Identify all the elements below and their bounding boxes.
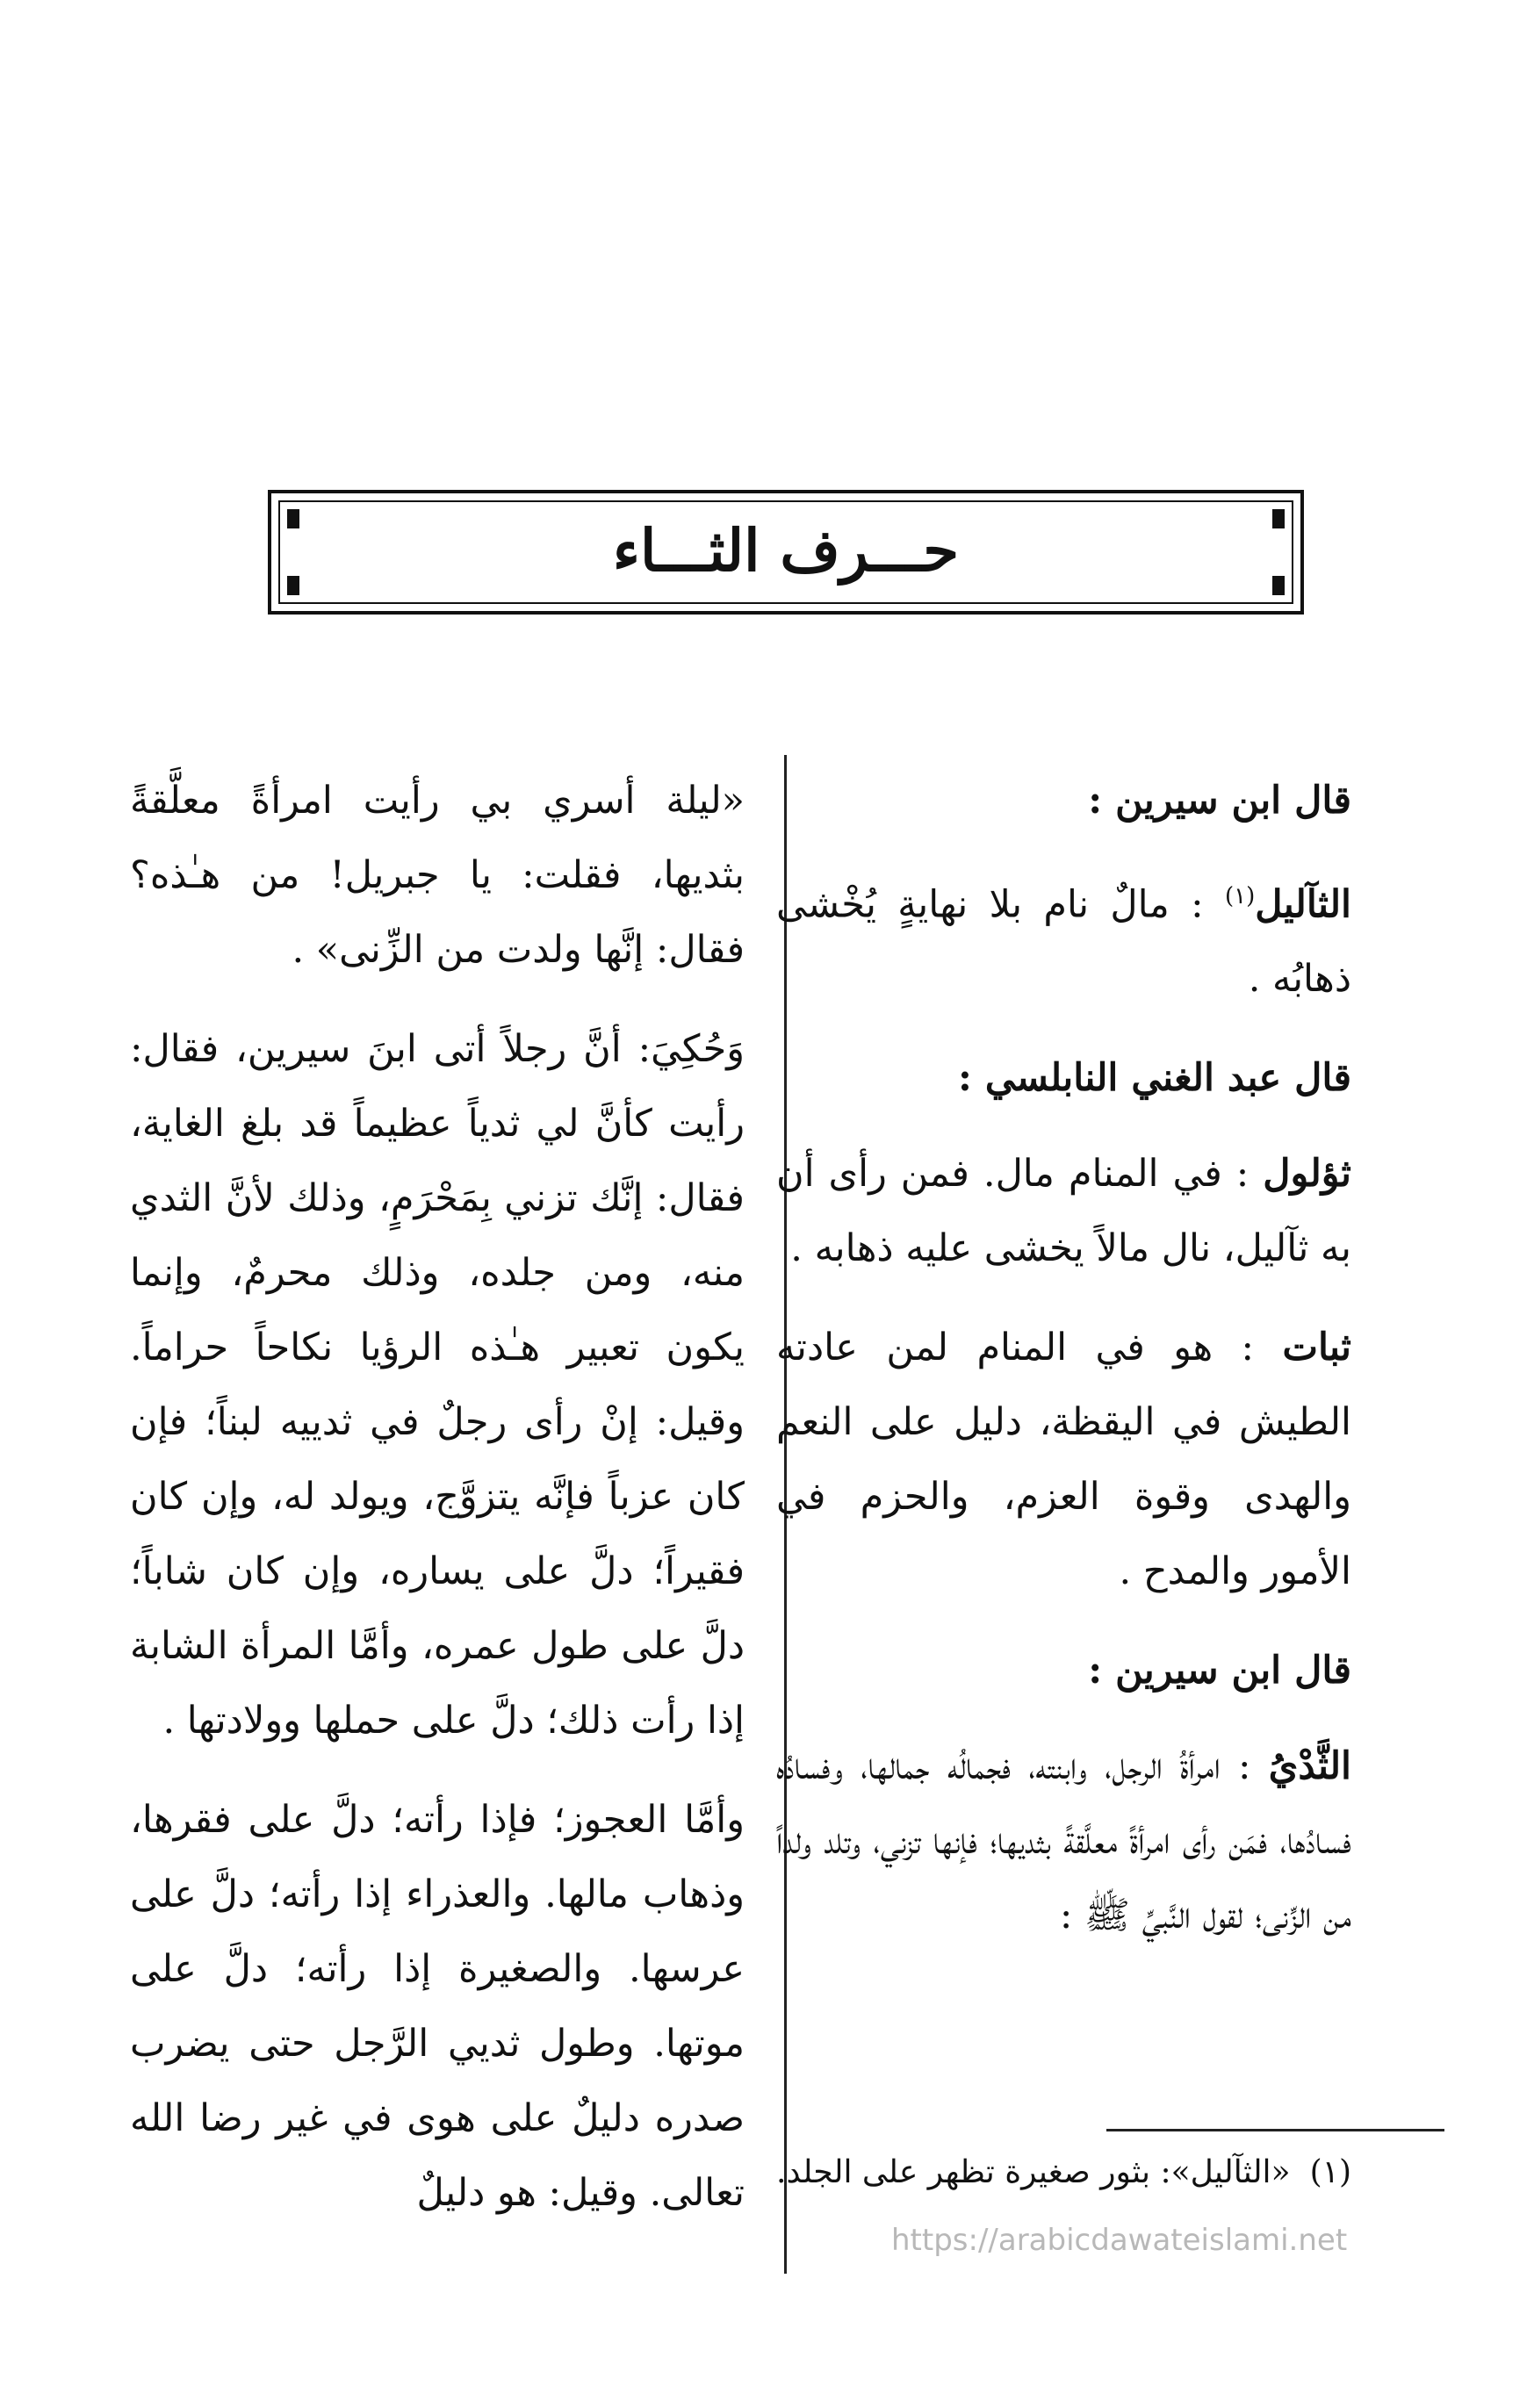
entry-term: ثبات: [1282, 1326, 1351, 1370]
right-column: [776, 764, 1351, 1978]
entry-term: الثآليل: [1255, 882, 1351, 927]
left-column: [130, 764, 745, 2255]
entry-thulul: [776, 1137, 1351, 1286]
footnote-ref: (١): [1224, 883, 1256, 909]
entry-text: : مالٌ نام بلا نهايةٍ يُخْشى ذهابُه .: [776, 882, 1351, 1002]
footnote-text: «الثآليل»: بثور صغيرة تظهر على الجلد.: [776, 2154, 1291, 2190]
body-paragraph: وَحُكِيَ: أنَّ رجلاً أتى ابنَ سيرين، فقال: رأيت كأنَّ لي ثدياً عظيماً قد بلغ الغاية، فقال: إنَّك تزني بِمَحْرَمٍ، وذلك لأنَّ الثدي منه، ومن جلده، وذلك محرمٌ، وإنما يكون تعبير هـٰذه الرؤيا نكاحاً حراماً. وقيل: إنْ رأى رجلٌ في ثدييه لبناً؛ فإن كان عزباً فإنَّه يتزوَّج، ويولد له، وإن كان فقيراً؛ دلَّ على يساره، وإن كان شاباً؛ دلَّ على طول عمره، وأمَّا المرأة الشابة إذا رأت ذلك؛ دلَّ على حملها وولادتها .: [130, 1027, 745, 1743]
entry-text: : امرأةُ الرجل، وابنته، فجمالُه جمالها، وفسادُه فسادُها، فمَن رأى امرأةً معلَّقةً بثديها؛ فإنها تزني، وتلد ولداً من الزِّنى؛ لقول النَّبيِّ ﷺ :: [776, 1744, 1351, 1938]
entry-thaalil: [776, 859, 1351, 1017]
footnote-separator: [1106, 2129, 1444, 2131]
entry-text: : في المنام مال. فمن رأى أن به ثآليل، نال مالاً يخشى عليه ذهابه .: [776, 1152, 1351, 1271]
entry-term: ثؤلول: [1263, 1152, 1351, 1197]
section-heading: قال ابن سيرين :: [1088, 779, 1351, 823]
body-paragraph: «ليلة أسري بي رأيت امرأةً معلَّقةً بثديها، فقلت: يا جبريل! من هـٰذه؟ فقال: إنَّها ولدت من الزِّنى» .: [130, 779, 745, 972]
entry-text: : هو في المنام لمن عادته الطيش في اليقظة، دليل على النعم والهدى وقوة العزم، والحزم في الأمور والمدح .: [776, 1326, 1351, 1594]
entry-term: الثَّدْيُ: [1268, 1744, 1351, 1789]
footnote-number: (١): [1309, 2154, 1351, 2190]
entry-thady: [776, 1729, 1351, 1953]
body-paragraph: وأمَّا العجوز؛ فإذا رأته؛ دلَّ على فقرها، وذهاب مالها. والعذراء إذا رأته؛ دلَّ على عرسها. والصغيرة إذا رأته؛ دلَّ على موتها. وطول ثديي الرَّجل حتى يضرب صدره دليلٌ على هوى في غير رضا الله تعالى. وقيل: هو دليلٌ: [130, 1798, 745, 2215]
section-heading: قال ابن سيرين :: [1088, 1649, 1351, 1693]
chapter-title: حـــرف الثـــاء: [612, 516, 960, 585]
entry-thabat: [776, 1311, 1351, 1609]
footnote: [776, 2142, 1351, 2203]
section-heading: قال عبد الغني النابلسي :: [958, 1056, 1351, 1101]
watermark: https://arabicdawateislami.net: [891, 2223, 1348, 2258]
chapter-title-frame: [268, 490, 1304, 615]
